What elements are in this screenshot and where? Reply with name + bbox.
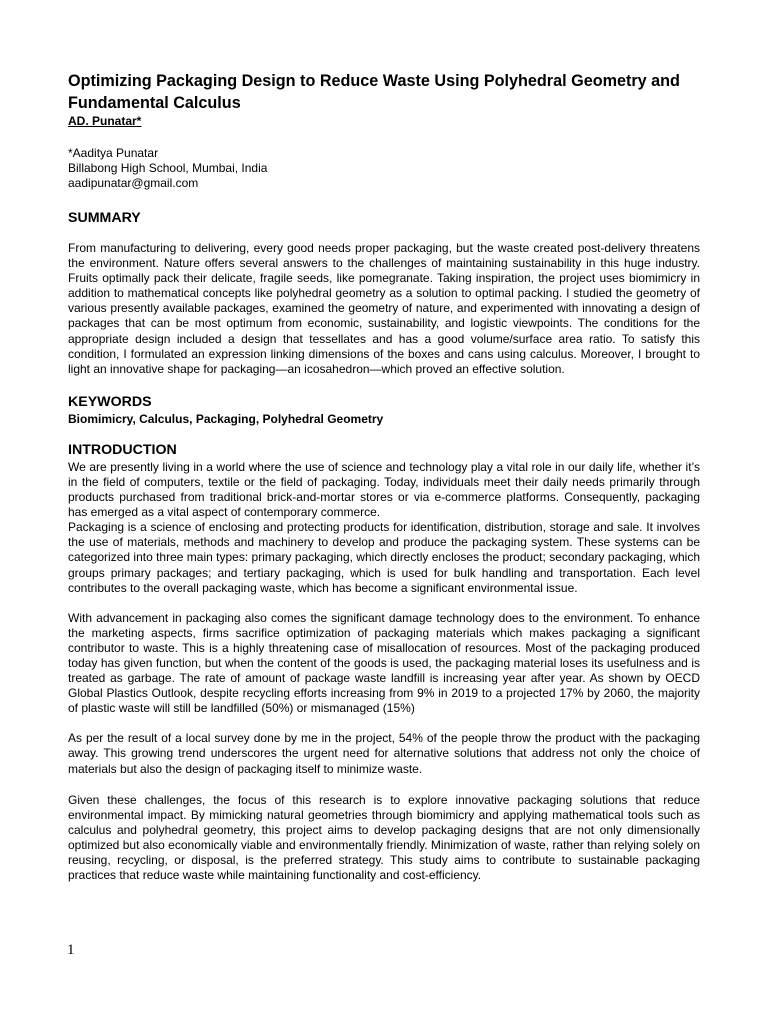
intro-paragraph-4: As per the result of a local survey done by me in the project, 54% of the people throw the product with the packaging away. This growing trend underscores the urgent need for alternative solutions that address not only the choice of materials but also the design of packaging itself to minimize waste. [68, 731, 700, 776]
paper-page [68, 70, 700, 883]
intro-paragraph-2: Packaging is a science of enclosing and protecting products for identification, distribution, storage and sale. It involves the use of materials, methods and machinery to develop and produce the packaging system. These systems can be categorized into three main types: primary packaging, which directly encloses the product; secondary packaging, which groups primary packages; and tertiary packaging, which is used for bulk handling and transportation. Each level contributes to the overall packaging waste, which has become a significant environmental issue. [68, 520, 700, 595]
author-line: AD. Punatar* [68, 114, 142, 128]
intro-paragraph-1: We are presently living in a world where the use of science and technology play a vital role in our daily life, whether it’s in the field of computers, textile or the field of packaging. Today, individuals meet their daily needs primarily through products purchased from traditional brick-and-mortar stores or via e-commerce platforms. Consequently, packaging has emerged as a vital aspect of contemporary commerce. [68, 459, 700, 520]
introduction-heading: INTRODUCTION [68, 441, 177, 458]
affiliation-email: aadipunatar@gmail.com [68, 176, 199, 190]
affiliation-school: Billabong High School, Mumbai, India [68, 161, 268, 175]
summary-paragraph: From manufacturing to delivering, every good needs proper packaging, but the waste created post-delivery threatens the environment. Nature offers several answers to the challenges of maintaining sustainability in this huge industry. Fruits optimally pack their delicate, fragile seeds, like pomegranate. Taking inspiration, the project uses biomimicry in addition to mathematical concepts like polyhedral geometry as a solution to optimal packing. I studied the geometry of various presently available packages, examined the geometry of nature, and experimented with innovating a design of packages that can be most optimum from economic, sustainability, and logistic viewpoints. The conditions for the appropriate design included a design that tessellates and has a good volume/surface area ratio. To satisfy this condition, I formulated an expression linking dimensions of the boxes and cans using calculus. Moreover, I brought to light an innovative shape for packaging—an icosahedron—which proved an effective solution. [68, 241, 700, 376]
summary-heading: SUMMARY [68, 210, 141, 226]
paper-title: Optimizing Packaging Design to Reduce Waste Using Polyhedral Geometry and Fundamental Calculus [68, 72, 680, 112]
intro-paragraph-3: With advancement in packaging also comes the significant damage technology does to the environment. To enhance the marketing aspects, firms sacrifice optimization of packaging materials which makes packaging a significant contributor to waste. This is a highly threatening case of misallocation of resources. Most of the packaging produced today has given function, but when the content of the goods is used, the packaging material loses its usefulness and is treated as garbage. The rate of amount of package waste landfill is increasing year after year. As shown by OECD Global Plastics Outlook, despite recycling efforts increasing from 9% in 2019 to a projected 17% by 2060, the majority of plastic waste will still be landfilled (50%) or mismanaged (15%) [68, 610, 700, 716]
intro-paragraph-5: Given these challenges, the focus of this research is to explore innovative packaging solutions that reduce environmental impact. By mimicking natural geometries through biomimicry and applying mathematical tools such as calculus and polyhedral geometry, this project aims to develop packaging designs that are not only dimensionally optimized but also economically viable and environmentally friendly. Minimization of waste, rather than relying solely on reusing, recycling, or disposal, is the preferred strategy. This study aims to contribute to sustainable packaging practices that reduce waste while maintaining functionality and cost-efficiency. [68, 792, 700, 883]
page-number: 1 [67, 942, 75, 958]
keywords-list: Biomimicry, Calculus, Packaging, Polyhedral Geometry [68, 411, 384, 426]
affiliation-name: *Aaditya Punatar [68, 146, 159, 160]
affiliation-block [68, 146, 700, 191]
keywords-heading: KEYWORDS [68, 393, 152, 410]
